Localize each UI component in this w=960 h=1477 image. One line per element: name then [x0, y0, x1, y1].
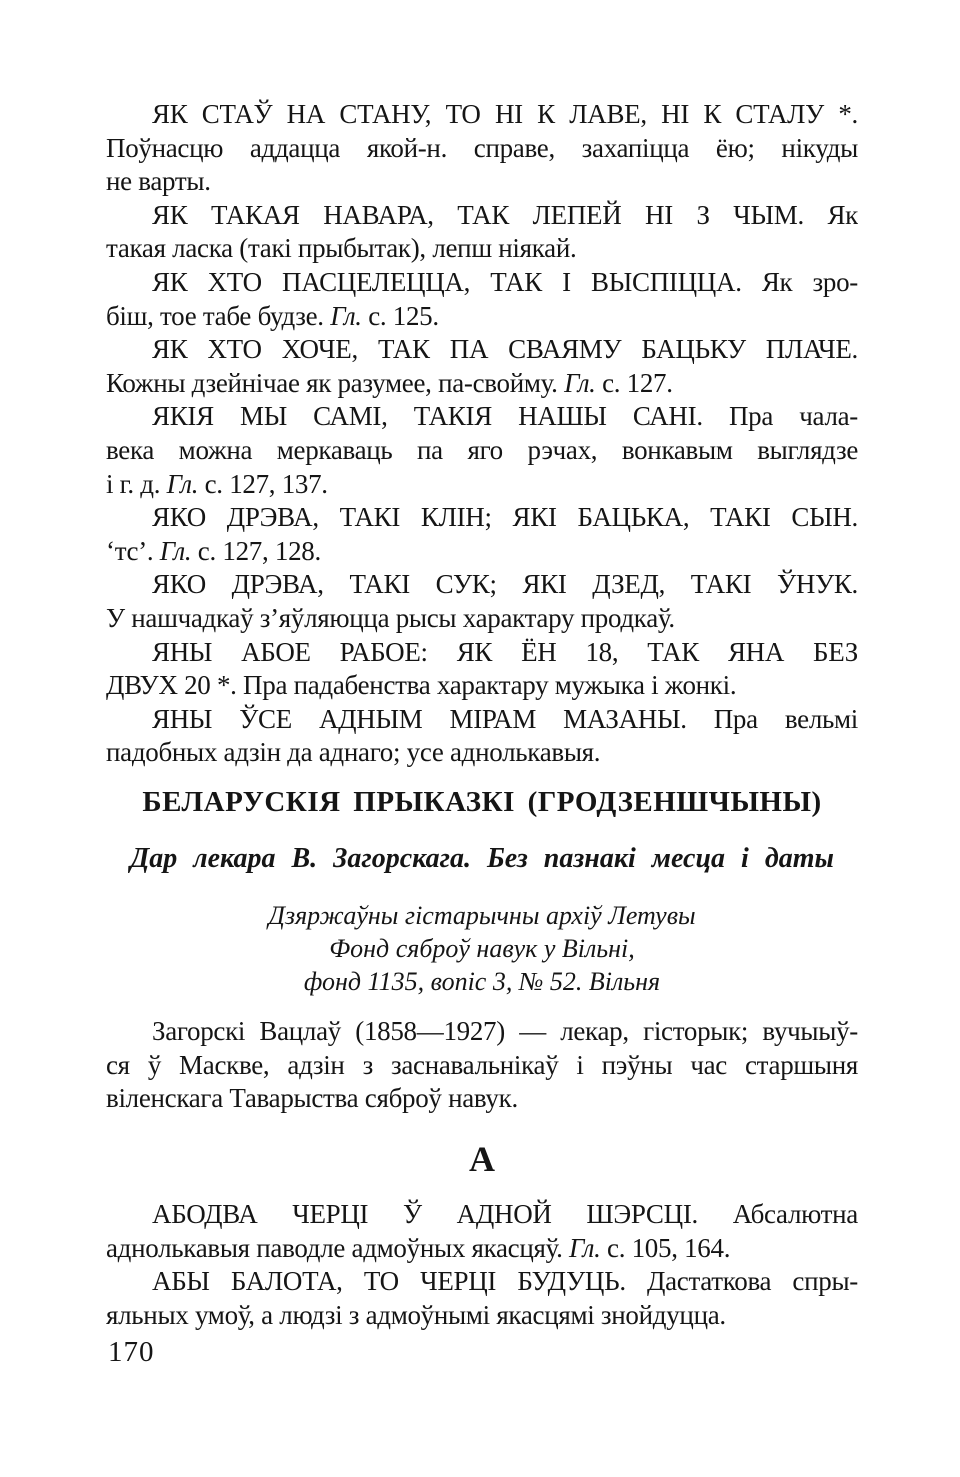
text-segment: Кожны дзейнічае як разумее, па-свойму.	[106, 367, 565, 398]
text-segment: с. 125.	[361, 300, 439, 331]
text-segment: ‘тс’.	[106, 535, 160, 566]
reference-text: Гл.	[569, 1232, 601, 1263]
text-line	[106, 736, 858, 770]
text-segment: с. 127.	[595, 367, 673, 398]
text-segment: такая ласка (такі прыбытак), лепш ніякай.	[106, 233, 577, 264]
text-segment: аднолькавыя паводле адмоўных якасцяў.	[106, 1232, 570, 1263]
text-line	[106, 333, 858, 367]
text-line	[106, 568, 858, 602]
text-segment: Поўнасцю аддацца якой-н. справе, захапіцца ёю; нікуды	[106, 132, 858, 163]
text-segment: ЯК СТАЎ НА СТАНУ, ТО НІ К ЛАВЕ, НІ К СТАЛУ *.	[152, 99, 858, 129]
text-line	[106, 434, 858, 468]
text-line	[106, 636, 858, 670]
text-segment: ЯНЫ ЎСЕ АДНЫМ МІРАМ МАЗАНЫ. Пра вельмі	[152, 703, 858, 734]
text-line	[106, 367, 858, 401]
text-segment: века можна меркаваць па яго рэчах, вонкавым выглядзе	[106, 434, 858, 465]
text-line	[106, 132, 858, 166]
text-segment: У нашчадкаў з’яўляюцца рысы характару продкаў.	[106, 602, 675, 633]
text-segment: с. 127, 128.	[191, 535, 321, 566]
text-segment: Загорскі Вацлаў (1858—1927) — лекар, гісторык; вучыыў-	[152, 1016, 858, 1046]
text-line	[106, 232, 858, 266]
text-line	[106, 535, 858, 569]
text-segment: АБЫ БАЛОТА, ТО ЧЕРЦІ БУДУЦЬ. Дастаткова спры-	[152, 1266, 858, 1297]
text-segment: віленскага Таварыства сяброў навук.	[106, 1083, 518, 1114]
text-line	[106, 1049, 858, 1083]
reference-text: Гл.	[159, 535, 192, 566]
text-line	[106, 501, 858, 535]
text-segment: с. 105, 164.	[600, 1232, 731, 1263]
biography-paragraph	[106, 1015, 858, 1116]
reference-text: Гл.	[166, 468, 199, 499]
text-segment: падобных адзін да аднаго; усе аднолькавыя.	[106, 737, 601, 768]
text-line	[106, 98, 858, 132]
archive-source-block	[106, 899, 858, 998]
text-line	[106, 1082, 858, 1116]
text-segment: і г. д.	[106, 468, 167, 499]
text-segment: ЯК ТАКАЯ НАВАРА, ТАК ЛЕПЕЙ НІ З ЧЫМ. Як	[152, 199, 858, 230]
text-segment: ЯКО ДРЭВА, ТАКІ КЛІН; ЯКІ БАЦЬКА, ТАКІ СЫН.	[152, 502, 858, 533]
text-line	[106, 1299, 858, 1333]
text-line	[106, 1015, 858, 1049]
archive-source-line: Фонд сяброў навук у Вільні,	[329, 934, 635, 963]
text-line	[106, 400, 858, 434]
text-line	[106, 468, 858, 502]
text-segment: ЯНЫ АБОЕ РАБОЕ: ЯК ЁН 18, ТАК ЯНА БЕЗ	[152, 636, 858, 667]
text-line	[106, 300, 858, 334]
reference-text: Гл.	[564, 367, 596, 398]
text-line	[106, 1232, 858, 1266]
text-segment: ЯКІЯ МЫ САМІ, ТАКІЯ НАШЫ САНІ. Пра чала-	[152, 401, 858, 432]
text-segment: ся ў Маскве, адзін з заснавальнікаў і пэўны час старшыня	[106, 1049, 858, 1080]
dedication-line: Дар лекара В. Загорскага. Без пазнакі месца і даты	[130, 843, 834, 874]
text-segment: ДВУХ 20 *. Пра падабенства характару мужыка і жонкі.	[106, 670, 737, 701]
text-line	[106, 165, 858, 199]
text-line	[106, 1198, 858, 1232]
text-line	[106, 266, 858, 300]
archive-source-line: Дзяржаўны гістарычны архіў Летувы	[268, 901, 696, 930]
text-segment: АБОДВА ЧЕРЦІ Ў АДНОЙ ШЭРСЦІ. Абсалютна	[152, 1199, 858, 1229]
page-number: 170	[108, 1336, 155, 1368]
text-line	[106, 602, 858, 636]
text-line	[106, 703, 858, 737]
text-line	[106, 199, 858, 233]
text-segment: ЯК ХТО ХОЧЕ, ТАК ПА СВАЯМУ БАЦЬКУ ПЛАЧЕ.	[152, 334, 858, 365]
text-segment: ЯКО ДРЭВА, ТАКІ СУК; ЯКІ ДЗЕД, ТАКІ ЎНУК.	[152, 569, 858, 600]
proverb-entries-letter-a	[106, 1198, 858, 1332]
text-line	[106, 669, 858, 703]
section-heading: БЕЛАРУСКІЯ ПРЫКАЗКІ (ГРОДЗЕНШЧЫНЫ)	[142, 786, 822, 818]
proverb-entries-top	[106, 98, 858, 770]
text-segment: с. 127, 137.	[198, 468, 328, 499]
text-segment: яльных умоў, а людзі з адмоўнымі якасцямі знойдуцца.	[106, 1299, 726, 1330]
text-segment: не варты.	[106, 166, 211, 197]
letter-a-heading: А	[469, 1139, 495, 1179]
text-segment: біш, тое табе будзе.	[106, 300, 331, 331]
archive-source-line: фонд 1135, вопіс 3, № 52. Вільня	[303, 967, 661, 996]
text-segment: ЯК ХТО ПАСЦЕЛЕЦЦА, ТАК І ВЫСПІЦЦА. Як зро-	[152, 266, 858, 297]
reference-text: Гл.	[330, 300, 362, 331]
text-line	[106, 1265, 858, 1299]
